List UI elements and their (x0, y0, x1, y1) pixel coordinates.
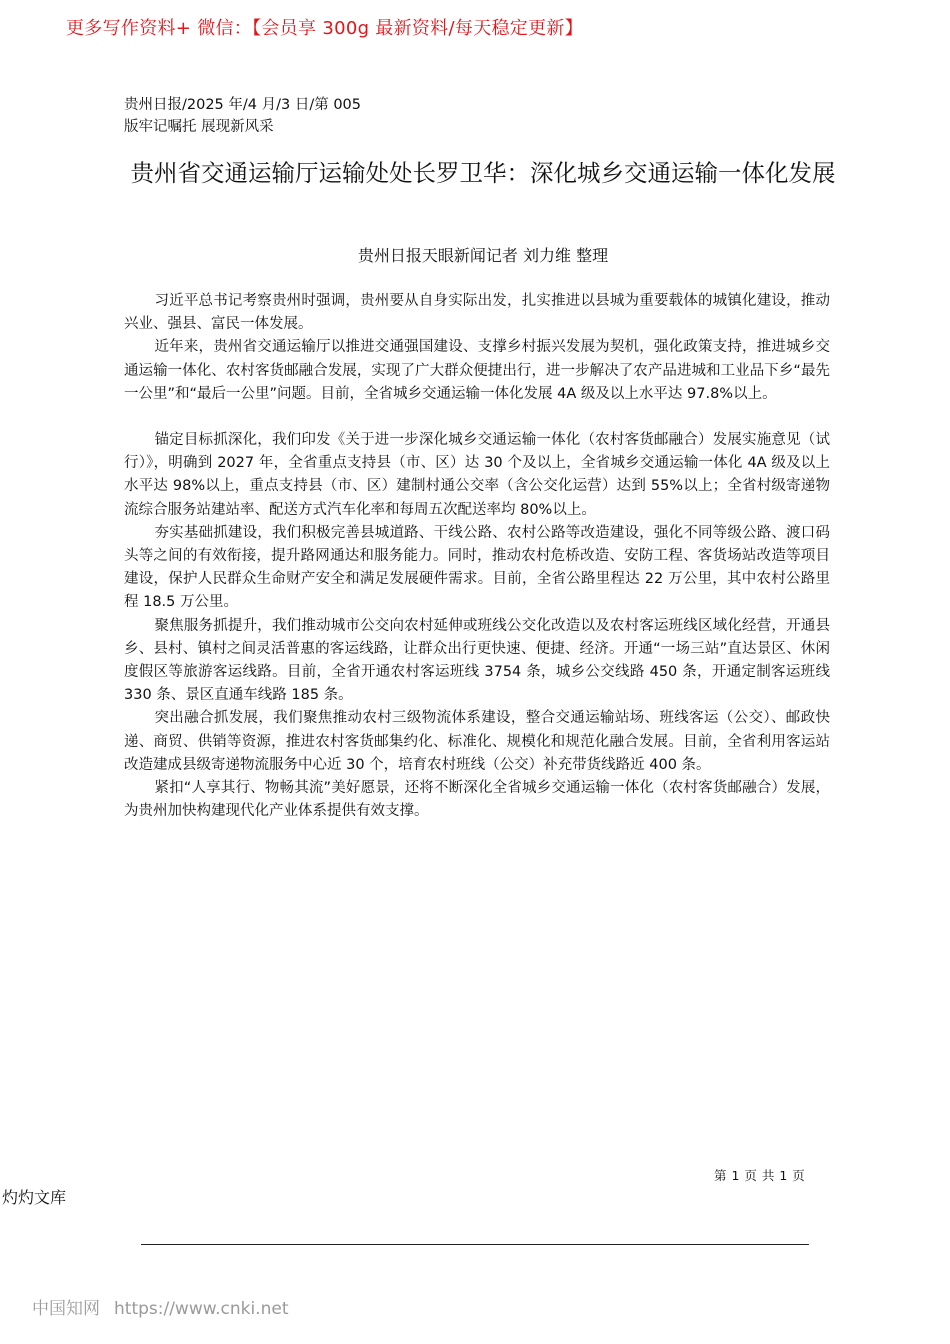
article-meta (124, 94, 361, 138)
paragraph: 聚焦服务抓提升，我们推动城市公交向农村延伸或班线公交化改造以及农村客运班线区域化经营，开通县乡、县村、镇村之间灵活普惠的客运线路，让群众出行更快速、便捷、经济。开通“一场三站”直达景区、休闲度假区等旅游客运线路。目前，全省开通农村客运班线 3754 条，城乡公交线路 450 条，开通定制客运班线 330 条、景区直通车线路 185 条。 (124, 617, 830, 704)
paragraph: 紧扣“人享其行、物畅其流”美好愿景，还将不断深化全省城乡交通运输一体化（农村客货邮融合）发展，为贵州加快构建现代化产业体系提供有效支撑。 (124, 780, 830, 820)
article-byline: 贵州日报天眼新闻记者 刘力维 整理 (357, 246, 609, 265)
promo-banner: 更多写作资料+ 微信：【会员享 300g 最新资料/每天稳定更新】 (66, 18, 583, 39)
column-name: 版牢记嘱托 展现新风采 (124, 119, 274, 135)
article-body (124, 290, 830, 823)
footer-divider (141, 1244, 809, 1245)
paragraph: 夯实基础抓建设，我们积极完善县城道路、干线公路、农村公路等改造建设，强化不同等级公路、渡口码头等之间的有效衔接，提升路网通达和服务能力。同时，推动农村危桥改造、安防工程、客货场站改造等项目建设，保护人民群众生命财产安全和满足发展硬件需求。目前，全省公路里程达 22 万公里，其中农村公路里程 18.5 万公里。 (124, 524, 830, 611)
source-watermark (32, 1294, 288, 1319)
article-title: 贵州省交通运输厅运输处处长罗卫华：深化城乡交通运输一体化发展 (130, 159, 836, 187)
publication-source-line: 贵州日报/2025 年/4 月/3 日/第 005 (124, 97, 362, 113)
paragraph: 习近平总书记考察贵州时强调，贵州要从自身实际出发，扎实推进以县城为重要载体的城镇化建设，推动兴业、强县、富民一体发展。 (124, 293, 830, 333)
source-url: https://www.cnki.net (114, 1299, 289, 1319)
paragraph: 突出融合抓发展，我们聚焦推动农村三级物流体系建设，整合交通运输站场、班线客运（公交）、邮政快递、商贸、供销等资源，推进农村客货邮集约化、标准化、规模化和规范化融合发展。目前，全省利用客运站改造建成县级寄递物流服务中心近 30 个，培育农村班线（公交）补充带货线路近 400 条。 (124, 710, 830, 773)
page-indicator: 第 1 页 共 1 页 (714, 1168, 806, 1183)
paragraph: 锚定目标抓深化，我们印发《关于进一步深化城乡交通运输一体化（农村客货邮融合）发展实施意见（试行）》，明确到 2027 年，全省重点支持县（市、区）达 30 个及以上，全省城乡交通运输一体化 4A 级及以上水平达 98%以上，重点支持县（市、区）建制村通公交率（含公交化运营）达到 55%以上；全省村级寄递物流综合服务站建站率、配送方式汽车化率和每周五次配送率均 80%以上。 (124, 432, 830, 518)
library-brand: 灼灼文库 (2, 1188, 67, 1207)
source-name: 中国知网 (32, 1299, 100, 1319)
paragraph: 近年来，贵州省交通运输厅以推进交通强国建设、支撑乡村振兴发展为契机，强化政策支持，推进城乡交通运输一体化、农村客货邮融合发展，实现了广大群众便捷出行，进一步解决了农产品进城和工业品下乡“最先一公里”和“最后一公里”问题。目前，全省城乡交通运输一体化发展 4A 级及以上水平达 97.8%以上。 (124, 339, 830, 402)
